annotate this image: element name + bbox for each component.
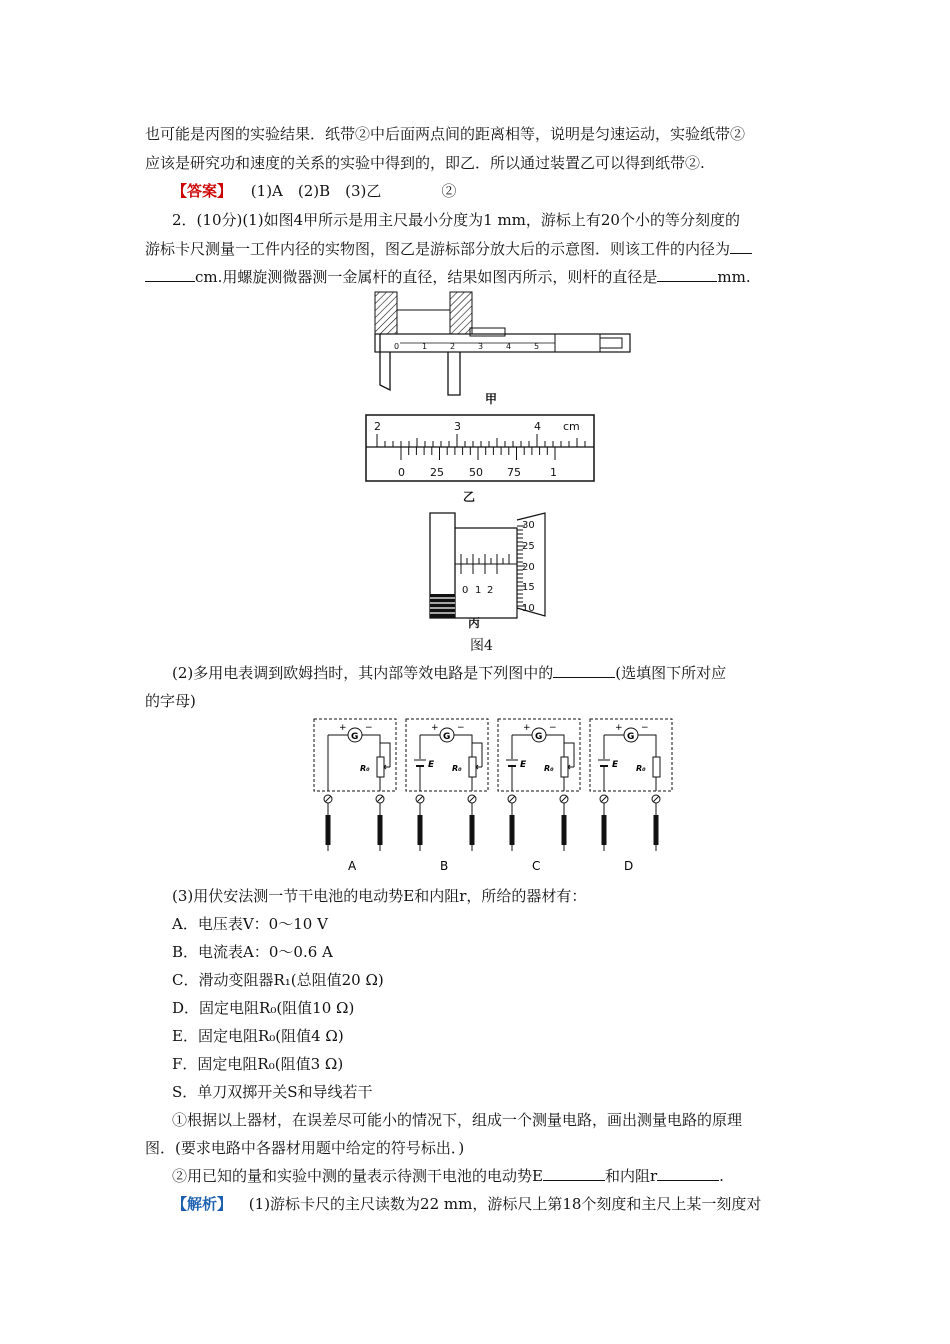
vernier-number: 25 <box>430 466 444 479</box>
question-line <box>172 1165 724 1187</box>
circuit-option <box>310 715 400 875</box>
question-line: 的字母) <box>145 692 196 710</box>
answer-text: (1)A (2)B (3)乙 ② <box>250 182 457 200</box>
circuit-label: A <box>348 859 357 873</box>
answer-line <box>172 180 456 202</box>
svg-text:−: − <box>365 723 373 733</box>
svg-text:0: 0 <box>394 342 400 351</box>
question-line: (3)用伏安法测一节干电池的电动势E和内阻r，所给的器材有： <box>172 887 587 905</box>
unit-label: cm <box>563 420 580 433</box>
question-text: (选填图下所对应 <box>615 664 727 682</box>
svg-text:+: + <box>431 723 439 733</box>
galvanometer-icon: G <box>535 732 543 742</box>
figure-label-bing: 丙 <box>468 616 481 630</box>
vernier-number: 75 <box>507 466 521 479</box>
paragraph-line: 也可能是丙图的实验结果．纸带②中后面两点间的距离相等，说明是匀速运动，实验纸带② <box>145 125 746 143</box>
analysis-text: (1)游标卡尺的主尺读数为22 mm，游标尺上第18个刻度和主尺上某一刻度对 <box>248 1195 762 1213</box>
svg-text:+: + <box>339 723 347 733</box>
circuit-label: C <box>532 859 541 873</box>
answer-blank <box>730 239 752 254</box>
figure-label-jia: 甲 <box>485 392 498 406</box>
circuit-options <box>310 715 680 875</box>
question-text: 游标卡尺测量一工件内径的实物图，图乙是游标部分放大后的示意图．则该工件的内径为 <box>145 240 731 258</box>
question-text: . <box>719 1167 724 1185</box>
vernier-number: 1 <box>550 466 557 479</box>
answer-tag: 【答案】 <box>172 182 233 200</box>
sleeve-number: 1 <box>475 585 482 596</box>
circuit-label: D <box>624 859 634 873</box>
galvanometer-icon: G <box>627 732 635 742</box>
question-text: ②用已知的量和实验中测的量表示待测干电池的电动势E <box>172 1167 543 1185</box>
thimble-number: 15 <box>522 582 535 593</box>
svg-text:E: E <box>428 760 435 770</box>
list-item: B．电流表A：0～0.6 A <box>172 943 333 961</box>
answer-blank <box>657 1166 719 1181</box>
svg-text:−: − <box>549 723 557 733</box>
galvanometer-icon: G <box>443 732 451 742</box>
svg-text:2: 2 <box>450 342 456 351</box>
question-line <box>172 662 726 684</box>
vernier-number: 0 <box>398 466 405 479</box>
answer-blank <box>553 663 615 678</box>
svg-text:R₀: R₀ <box>452 764 462 773</box>
svg-text:4: 4 <box>506 342 512 351</box>
list-item: S．单刀双掷开关S和导线若干 <box>172 1083 373 1101</box>
analysis-line <box>172 1193 761 1215</box>
list-item: D．固定电阻R₀(阻值10 Ω) <box>172 999 355 1017</box>
svg-text:R₀: R₀ <box>360 764 370 773</box>
circuit-option <box>494 715 584 875</box>
question-line: 图．(要求电路中各器材用题中给定的符号标出．) <box>145 1139 465 1157</box>
circuit-label: B <box>440 859 449 873</box>
analysis-tag: 【解析】 <box>172 1195 233 1213</box>
answer-blank <box>145 267 195 282</box>
circuit-option <box>586 715 676 875</box>
caliper-figure <box>360 290 640 400</box>
galvanometer-icon: G <box>351 732 359 742</box>
list-item: E．固定电阻R₀(阻值4 Ω) <box>172 1027 344 1045</box>
question-line <box>145 266 751 288</box>
svg-text:E: E <box>612 760 619 770</box>
figure-caption: 图4 <box>470 638 493 654</box>
question-text: mm. <box>717 268 751 286</box>
question-text: cm.用螺旋测微器测一金属杆的直径，结果如图丙所示，则杆的直径是 <box>195 268 658 286</box>
answer-blank <box>543 1166 605 1181</box>
svg-text:5: 5 <box>534 342 540 351</box>
list-item: C．滑动变阻器R₁(总阻值20 Ω) <box>172 971 384 989</box>
question-line: 2．(10分)(1)如图4甲所示是用主尺最小分度为1 mm，游标上有20个小的等分刻度的 <box>172 211 740 229</box>
thimble-number: 30 <box>522 520 535 531</box>
vernier-figure <box>365 414 595 482</box>
svg-text:−: − <box>641 723 649 733</box>
thimble-number: 25 <box>522 541 535 552</box>
main-scale-number: 4 <box>534 420 541 433</box>
svg-text:R₀: R₀ <box>544 764 554 773</box>
circuit-option <box>402 715 492 875</box>
svg-text:+: + <box>615 723 623 733</box>
micrometer-figure <box>425 508 560 623</box>
figure-label-yi: 乙 <box>463 490 476 504</box>
list-item: A．电压表V：0～10 V <box>172 915 328 933</box>
question-line: ①根据以上器材，在误差尽可能小的情况下，组成一个测量电路，画出测量电路的原理 <box>172 1111 743 1129</box>
answer-blank <box>657 267 717 282</box>
main-scale-number: 3 <box>454 420 461 433</box>
sleeve-number: 2 <box>487 585 494 596</box>
thimble-number: 10 <box>522 603 535 614</box>
svg-text:1: 1 <box>422 342 428 351</box>
svg-text:−: − <box>457 723 465 733</box>
main-scale-number: 2 <box>374 420 381 433</box>
thimble-number: 20 <box>522 562 535 573</box>
svg-text:R₀: R₀ <box>636 764 646 773</box>
list-item: F．固定电阻R₀(阻值3 Ω) <box>172 1055 344 1073</box>
svg-text:3: 3 <box>478 342 484 351</box>
svg-text:E: E <box>520 760 527 770</box>
question-text: (2)多用电表调到欧姆挡时，其内部等效电路是下列图中的 <box>172 664 554 682</box>
paragraph-line: 应该是研究功和速度的关系的实验中得到的，即乙．所以通过装置乙可以得到纸带②. <box>145 154 705 172</box>
sleeve-number: 0 <box>462 585 469 596</box>
svg-text:+: + <box>523 723 531 733</box>
vernier-number: 50 <box>469 466 483 479</box>
question-text: 和内阻r <box>604 1167 658 1185</box>
question-line <box>145 238 752 260</box>
